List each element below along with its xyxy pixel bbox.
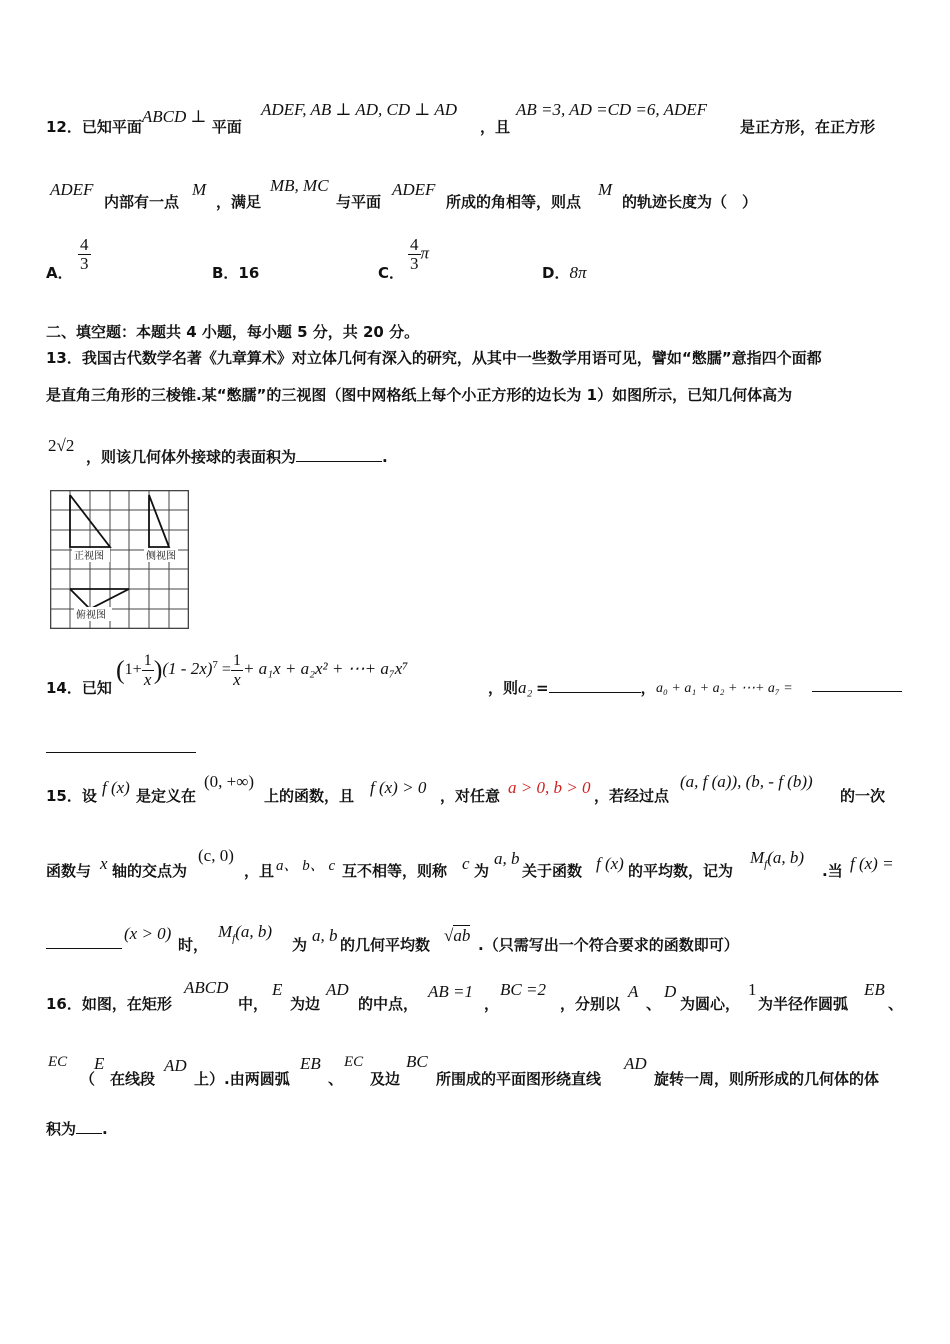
q15-l2-x: x — [100, 854, 108, 873]
q16-l2-EB: EB — [300, 1054, 321, 1073]
q15-l2-abc: a、 b、 c — [276, 858, 336, 874]
q12-option-a-fraction: $\frac{4}{3}$ — [80, 235, 89, 273]
q16-l2-EC: EC — [48, 1054, 68, 1070]
q15-l2-ab: a, b — [494, 849, 520, 868]
q15-points: (a, f (a)), (b, - f (b)) — [680, 772, 813, 791]
q16-g: 、 — [646, 995, 662, 1013]
q16-AD: AD — [326, 980, 349, 999]
q13-height: 2√2 — [48, 436, 75, 455]
q15-l3-c: 的几何平均数 — [340, 936, 431, 954]
q15-text-b: 是定义在 — [136, 787, 197, 805]
q16-E: E — [272, 980, 283, 999]
q14-answer-blank-1[interactable] — [549, 678, 641, 693]
q16-l2-E: E — [94, 1054, 105, 1073]
q16-l2-AD2: AD — [624, 1054, 647, 1073]
q12-l2-text-d: 所成的角相等，则点 — [446, 193, 582, 211]
q15-l2-M: $M_f(a$, b) — [750, 848, 805, 871]
q15-text-d: ，对任意 — [440, 787, 501, 805]
q15-l3-M: $M_f(a$, b) — [218, 922, 273, 945]
q15-l2-f: 关于函数 — [522, 862, 583, 880]
q16-rect: ABCD — [184, 978, 229, 997]
q15-l2-d: 互不相等，则称 — [342, 862, 448, 880]
q15-l2-h: .当 — [822, 862, 843, 880]
q16-l2-EC2: EC — [344, 1054, 364, 1070]
q14-answer-blank-2-cont[interactable] — [46, 752, 196, 753]
q12-option-b: B．16 — [212, 264, 260, 282]
q12-option-a: A． — [46, 264, 73, 282]
q12-option-c: C． — [378, 264, 405, 282]
q15-l3-d: .（只需写出一个符合要求的函数即可） — [478, 936, 739, 954]
q12-option-d: D．8π — [542, 263, 587, 282]
q15-text-f: 的一次 — [840, 787, 886, 805]
q16-answer-blank[interactable] — [76, 1119, 102, 1134]
q12-math-b: ADEF, AB ⊥ AD, CD ⊥ AD — [261, 100, 457, 119]
q15-text-c: 上的函数，且 — [264, 787, 355, 805]
q16-b: 中， — [238, 995, 269, 1013]
q15-l3-sqrt: √ab — [444, 926, 471, 945]
q16-AB: AB =1 — [428, 982, 473, 1001]
q16-h: 为圆心， — [680, 995, 741, 1013]
q15-number: 15．设 — [46, 787, 97, 805]
side-view-shape — [149, 495, 169, 547]
q16-one: 1 — [748, 980, 757, 999]
q14-eq: = ， — [536, 679, 656, 697]
q15-red-cond: a > 0, b > 0 — [508, 778, 591, 797]
q12-l2-math-c: MB, MC — [270, 176, 329, 195]
q12-l2-math-d: ADEF — [392, 180, 436, 199]
q16-l3: 积为 . — [46, 1120, 108, 1138]
q15-l2-fx2: f (x) = — [850, 854, 894, 873]
q16-l2-d: 、 — [328, 1070, 344, 1088]
q16-c: 为边 — [290, 995, 321, 1013]
q16-j: 、 — [888, 995, 904, 1013]
q12-math-c: AB =3, AD =CD =6, ADEF — [516, 100, 708, 119]
q12-l2-text-e: 的轨迹长度为（ ） — [622, 193, 758, 211]
q16-l2-e: 及边 — [370, 1070, 401, 1088]
q15-l2-c: ，且 — [244, 862, 275, 880]
q16-D: D — [664, 982, 677, 1001]
top-view-label: 俯视图 — [76, 610, 106, 621]
q16-l2-BC: BC — [406, 1052, 428, 1071]
q15-l2-a: 函数与 — [46, 862, 92, 880]
q12-number: 12． — [46, 118, 82, 136]
q16-l2-AD: AD — [164, 1056, 187, 1075]
q15-l3-b: 为 — [292, 936, 308, 954]
q16-EB: EB — [864, 980, 885, 999]
q12-l2-math-e: M — [598, 180, 613, 199]
section2-heading: 二、填空题：本题共 4 小题，每小题 5 分，共 20 分。 — [46, 323, 420, 341]
q12-l2-text-c: 与平面 — [336, 193, 382, 211]
q15-fx: f (x) — [102, 778, 130, 797]
q16-l2-g: 旋转一周，则所形成的几何体的体 — [654, 1070, 880, 1088]
q16-l2-b: 在线段 — [110, 1070, 156, 1088]
q14-then: ，则 — [488, 679, 519, 697]
q16-l2-f: 所围成的平面图形绕直线 — [436, 1070, 602, 1088]
q16-BC: BC =2 — [500, 980, 546, 999]
q16-i: 为半径作圆弧 — [758, 995, 849, 1013]
q14-number: 14．已知 — [46, 679, 112, 697]
q16-number: 16．如图，在矩形 — [46, 995, 172, 1013]
side-view-label: 侧视图 — [146, 551, 176, 562]
q15-l2-g: 的平均数，记为 — [628, 862, 734, 880]
q12-line1: 12．已知平面ABCD ⊥ 平面 — [46, 107, 242, 136]
q13-line2: 是直角三角形的三棱锥.某“憋臑”的三视图（图中网格纸上每个小正方形的边长为 1）如图所示，已知几何体高为 — [46, 386, 793, 404]
front-view-label: 正视图 — [74, 551, 104, 562]
q13-line1: 13．我国古代数学名著《九章算术》对立体几何有深入的研究，从其中一些数学用语可见，譬如“憋臑”意指四个面都 — [46, 349, 822, 367]
q15-l2-pt: (c, 0) — [198, 846, 234, 865]
q14-sum: a₀ + a₁ + a₂ + ⋯+ a₇ = — [656, 681, 793, 696]
q12-l2-text-b: ，满足 — [216, 193, 262, 211]
q15-l2-cvar: c — [462, 854, 470, 873]
q15-domain: (0, +∞) — [204, 772, 255, 791]
q16-f: ，分别以 — [560, 995, 621, 1013]
q12-text-c: ，且 — [480, 118, 511, 136]
q16-l2-c: 上）.由两圆弧 — [194, 1070, 290, 1088]
q14-formula: (1+ $\frac{1}{x}$ )(1 - 2x)$^7$ = $\frac{1}{x}$ + a₁x + a₂x² + ⋯+ a₇x⁷ — [116, 652, 409, 689]
q13-line3: ，则该几何体外接球的表面积为 . — [86, 448, 388, 466]
q14-a2: a₂ — [518, 678, 533, 697]
q15-l3-cond: (x > 0) — [124, 924, 172, 943]
q14-answer-blank-2[interactable] — [812, 691, 902, 692]
q12-l2-math-a: ADEF — [50, 180, 94, 199]
q15-cond: f (x) > 0 — [370, 778, 427, 797]
q13-answer-blank[interactable] — [296, 447, 382, 462]
q16-e: ， — [484, 995, 500, 1013]
q12-text-d: 是正方形，在正方形 — [740, 118, 876, 136]
q15-l2-e: 为 — [474, 862, 490, 880]
q12-l2-math-b: M — [192, 180, 207, 199]
q15-text-e: ，若经过点 — [594, 787, 670, 805]
q16-l2-a: （ — [80, 1070, 96, 1088]
q15-l2-b: 轴的交点为 — [112, 862, 188, 880]
q15-l2-fx: f (x) — [596, 854, 624, 873]
q12-l2-text-a: 内部有一点 — [104, 193, 180, 211]
three-view-figure — [50, 490, 189, 629]
q16-A: A — [628, 982, 639, 1001]
q16-d: 的中点， — [358, 995, 419, 1013]
q12-option-c-fraction: $\frac{4}{3}$ π — [410, 235, 430, 273]
q15-l3-ab: a, b — [312, 926, 338, 945]
top-view-shape — [70, 589, 129, 609]
q15-l3-a: 时， — [178, 936, 209, 954]
q15-answer-blank[interactable] — [46, 948, 122, 949]
